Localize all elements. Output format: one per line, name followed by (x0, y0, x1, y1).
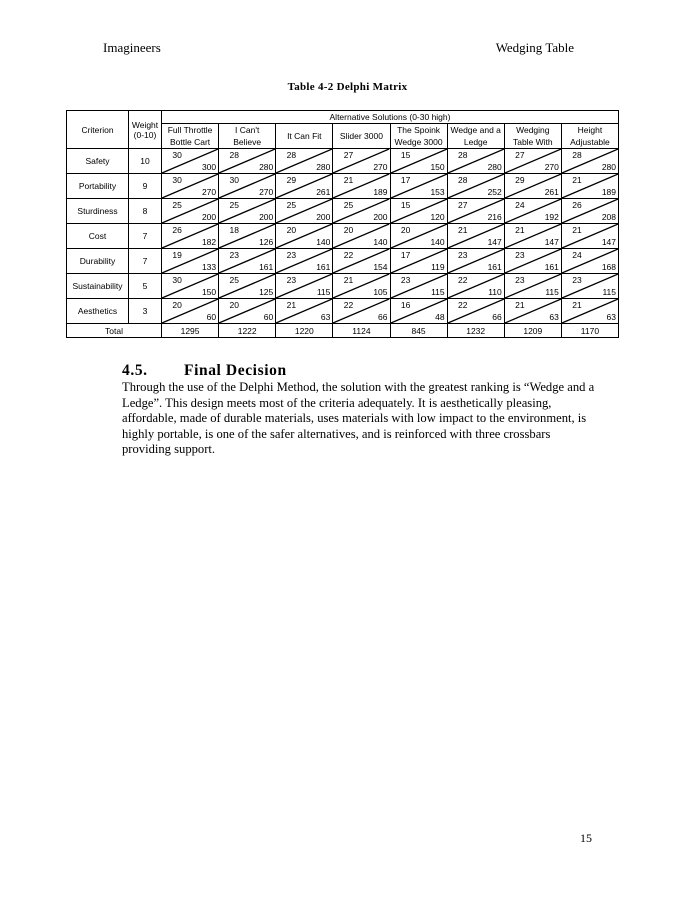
raw-score: 23 (286, 275, 297, 285)
table-row (67, 174, 619, 199)
raw-score: 20 (400, 225, 411, 235)
weighted-score: 261 (544, 187, 559, 197)
weighted-score: 300 (201, 162, 217, 172)
score-cell (276, 149, 333, 174)
weighted-score: 60 (206, 312, 217, 322)
final-decision-section (122, 362, 602, 458)
raw-score: 29 (515, 175, 525, 185)
weight-cell: 10 (129, 149, 162, 174)
score-cell (390, 249, 447, 274)
raw-score: 21 (572, 175, 582, 185)
weighted-score: 63 (320, 312, 331, 322)
weight-cell: 9 (129, 174, 162, 199)
total-cell: 845 (390, 324, 447, 338)
criterion-cell: Aesthetics (67, 299, 129, 324)
weighted-score: 189 (373, 187, 388, 197)
score-cell (162, 224, 219, 249)
weight-header: Weight (0-10) (129, 111, 162, 149)
alternative-header: The Spoink Wedge 3000 (390, 124, 447, 149)
weighted-score: 270 (373, 162, 388, 172)
raw-score: 23 (515, 275, 525, 285)
weighted-score: 189 (601, 187, 616, 197)
weighted-score: 200 (259, 212, 274, 222)
weighted-score: 119 (431, 262, 445, 272)
score-cell (447, 149, 504, 174)
score-cell (333, 249, 390, 274)
score-cell (447, 299, 504, 324)
weighted-score: 161 (544, 262, 559, 272)
weighted-score: 161 (316, 262, 331, 272)
criterion-cell: Sturdiness (67, 199, 129, 224)
score-cell (162, 199, 219, 224)
raw-score: 27 (458, 200, 468, 210)
score-cell (561, 174, 618, 199)
weighted-score: 147 (544, 237, 559, 247)
score-cell (561, 249, 618, 274)
score-cell (162, 149, 219, 174)
raw-score: 28 (229, 150, 239, 160)
score-cell (561, 149, 618, 174)
score-cell (219, 224, 276, 249)
total-cell: 1170 (561, 324, 618, 338)
score-cell (276, 224, 333, 249)
alternative-header: Wedging Table With (504, 124, 561, 149)
alternative-header: Wedge and a Ledge (447, 124, 504, 149)
raw-score: 18 (229, 225, 239, 235)
weighted-score: 120 (430, 212, 445, 222)
raw-score: 23 (286, 250, 297, 260)
score-cell (561, 224, 618, 249)
score-cell (276, 274, 333, 299)
weighted-score: 115 (316, 287, 331, 297)
raw-score: 22 (458, 275, 468, 285)
score-cell (219, 249, 276, 274)
weighted-score: 126 (259, 237, 274, 247)
raw-score: 20 (172, 300, 182, 310)
weighted-score: 115 (431, 287, 445, 297)
table-caption: Table 4-2 Delphi Matrix (287, 81, 408, 93)
raw-score: 20 (229, 300, 239, 310)
raw-score: 28 (572, 150, 582, 160)
weighted-score: 200 (201, 212, 217, 222)
weighted-score: 192 (544, 212, 559, 222)
weighted-score: 63 (549, 312, 559, 322)
total-label: Total (67, 324, 162, 338)
score-cell (504, 299, 561, 324)
weighted-score: 147 (487, 237, 502, 247)
weighted-score: 280 (601, 162, 616, 172)
header-right: Wedging Table (495, 40, 574, 55)
total-cell: 1232 (447, 324, 504, 338)
weighted-score: 110 (488, 287, 502, 297)
alternative-header: Full Throttle Bottle Cart (162, 124, 219, 149)
score-cell (504, 199, 561, 224)
weighted-score: 216 (487, 212, 502, 222)
score-cell (504, 149, 561, 174)
score-cell (504, 174, 561, 199)
delphi-matrix-table (66, 110, 619, 338)
weight-cell: 7 (129, 249, 162, 274)
raw-score: 20 (343, 225, 354, 235)
raw-score: 21 (286, 300, 297, 310)
score-cell (447, 199, 504, 224)
score-cell (333, 274, 390, 299)
score-cell (390, 174, 447, 199)
raw-score: 24 (572, 250, 582, 260)
score-cell (561, 199, 618, 224)
score-cell (333, 174, 390, 199)
raw-score: 30 (172, 175, 182, 185)
weighted-score: 105 (373, 287, 388, 297)
raw-score: 30 (229, 175, 239, 185)
score-cell (276, 299, 333, 324)
score-cell (390, 149, 447, 174)
raw-score: 28 (458, 175, 468, 185)
header-left: Imagineers (103, 40, 161, 55)
table-row (67, 224, 619, 249)
total-cell: 1220 (276, 324, 333, 338)
weight-cell: 8 (129, 199, 162, 224)
raw-score: 23 (458, 250, 468, 260)
weighted-score: 150 (201, 287, 217, 297)
weighted-score: 168 (601, 262, 616, 272)
criterion-header: Criterion (67, 111, 129, 149)
weighted-score: 270 (544, 162, 559, 172)
score-cell (447, 274, 504, 299)
weight-cell: 3 (129, 299, 162, 324)
raw-score: 22 (343, 250, 354, 260)
weighted-score: 280 (316, 162, 331, 172)
weighted-score: 150 (430, 162, 445, 172)
raw-score: 17 (400, 175, 411, 185)
score-cell (561, 299, 618, 324)
raw-score: 30 (172, 275, 182, 285)
alternative-header: Height Adjustable (561, 124, 618, 149)
section-heading (122, 362, 602, 380)
criterion-cell: Cost (67, 224, 129, 249)
score-cell (390, 224, 447, 249)
total-cell: 1295 (162, 324, 219, 338)
raw-score: 21 (572, 300, 582, 310)
criterion-cell: Safety (67, 149, 129, 174)
score-cell (561, 274, 618, 299)
weighted-score: 200 (373, 212, 388, 222)
raw-score: 23 (515, 250, 525, 260)
raw-score: 17 (400, 250, 411, 260)
score-cell (162, 274, 219, 299)
weighted-score: 161 (487, 262, 502, 272)
raw-score: 30 (172, 150, 182, 160)
raw-score: 24 (515, 200, 525, 210)
weighted-score: 48 (435, 312, 445, 322)
score-cell (219, 299, 276, 324)
weighted-score: 115 (602, 287, 616, 297)
raw-score: 23 (400, 275, 411, 285)
score-cell (333, 149, 390, 174)
score-cell (219, 274, 276, 299)
weighted-score: 63 (606, 312, 616, 322)
score-cell (162, 249, 219, 274)
weighted-score: 140 (373, 237, 388, 247)
weighted-score: 261 (316, 187, 331, 197)
raw-score: 22 (343, 300, 354, 310)
raw-score: 26 (572, 200, 582, 210)
raw-score: 25 (286, 200, 297, 210)
page-number: 15 (580, 831, 592, 845)
raw-score: 21 (343, 175, 354, 185)
total-row (67, 324, 619, 338)
weighted-score: 125 (259, 287, 274, 297)
score-cell (447, 224, 504, 249)
raw-score: 25 (172, 200, 182, 210)
alternative-header: I Can't Believe (219, 124, 276, 149)
raw-score: 21 (343, 275, 354, 285)
raw-score: 16 (400, 300, 411, 310)
weighted-score: 280 (487, 162, 502, 172)
total-cell: 1124 (333, 324, 390, 338)
raw-score: 25 (229, 275, 239, 285)
weighted-score: 200 (316, 212, 331, 222)
weighted-score: 270 (259, 187, 274, 197)
score-cell (504, 249, 561, 274)
score-cell (390, 299, 447, 324)
raw-score: 21 (572, 225, 582, 235)
raw-score: 29 (286, 175, 297, 185)
table-row (67, 149, 619, 174)
raw-score: 27 (515, 150, 525, 160)
score-cell (219, 149, 276, 174)
weighted-score: 208 (601, 212, 616, 222)
table-row (67, 199, 619, 224)
total-cell: 1209 (504, 324, 561, 338)
raw-score: 26 (172, 225, 182, 235)
score-cell (333, 224, 390, 249)
score-cell (276, 174, 333, 199)
weighted-score: 140 (430, 237, 445, 247)
score-cell (162, 299, 219, 324)
raw-score: 15 (400, 200, 411, 210)
score-cell (390, 274, 447, 299)
table-row (67, 299, 619, 324)
weighted-score: 270 (201, 187, 217, 197)
score-cell (504, 274, 561, 299)
weighted-score: 147 (601, 237, 616, 247)
score-cell (276, 249, 333, 274)
raw-score: 21 (515, 225, 525, 235)
alternative-header: Slider 3000 (333, 124, 390, 149)
weighted-score: 66 (378, 312, 388, 322)
weighted-score: 154 (373, 262, 388, 272)
raw-score: 27 (343, 150, 354, 160)
score-cell (333, 199, 390, 224)
weighted-score: 153 (430, 187, 445, 197)
total-cell: 1222 (219, 324, 276, 338)
weight-cell: 5 (129, 274, 162, 299)
score-cell (276, 199, 333, 224)
score-cell (390, 199, 447, 224)
weighted-score: 182 (201, 237, 217, 247)
weighted-score: 140 (316, 237, 331, 247)
raw-score: 19 (172, 250, 182, 260)
score-cell (504, 224, 561, 249)
weighted-score: 280 (259, 162, 274, 172)
score-cell (447, 174, 504, 199)
raw-score: 23 (572, 275, 582, 285)
raw-score: 25 (343, 200, 354, 210)
raw-score: 21 (458, 225, 468, 235)
raw-score: 28 (458, 150, 468, 160)
weighted-score: 115 (545, 287, 559, 297)
weighted-score: 252 (487, 187, 502, 197)
criterion-cell: Sustainability (67, 274, 129, 299)
weighted-score: 66 (492, 312, 502, 322)
section-body-text: Through the use of the Delphi Method, the solution with the greatest ranking is “Wedge and a Ledge”. This design meets most of the criteria adequately. It is aesthetically pleasing, affordable, made of durable materials, uses materials with low impact to the environment, is highly portable, is one of the safer alternatives, and is reinforced with three crossbars providing support. (122, 380, 595, 456)
table-row (67, 249, 619, 274)
raw-score: 23 (229, 250, 239, 260)
weighted-score: 60 (263, 312, 274, 322)
criterion-cell: Durability (67, 249, 129, 274)
raw-score: 20 (286, 225, 297, 235)
weighted-score: 133 (201, 262, 217, 272)
raw-score: 25 (229, 200, 239, 210)
raw-score: 21 (515, 300, 525, 310)
raw-score: 28 (286, 150, 297, 160)
score-cell (333, 299, 390, 324)
section-number: 4.5. (122, 362, 148, 379)
table-row (67, 274, 619, 299)
weighted-score: 161 (259, 262, 274, 272)
score-cell (162, 174, 219, 199)
score-cell (219, 199, 276, 224)
section-title: Final Decision (184, 362, 287, 379)
alternative-header: It Can Fit (276, 124, 333, 149)
score-cell (219, 174, 276, 199)
weight-cell: 7 (129, 224, 162, 249)
criterion-cell: Portability (67, 174, 129, 199)
score-cell (447, 249, 504, 274)
raw-score: 15 (400, 150, 411, 160)
raw-score: 22 (458, 300, 468, 310)
alternatives-group-header: Alternative Solutions (0-30 high) (162, 111, 619, 124)
